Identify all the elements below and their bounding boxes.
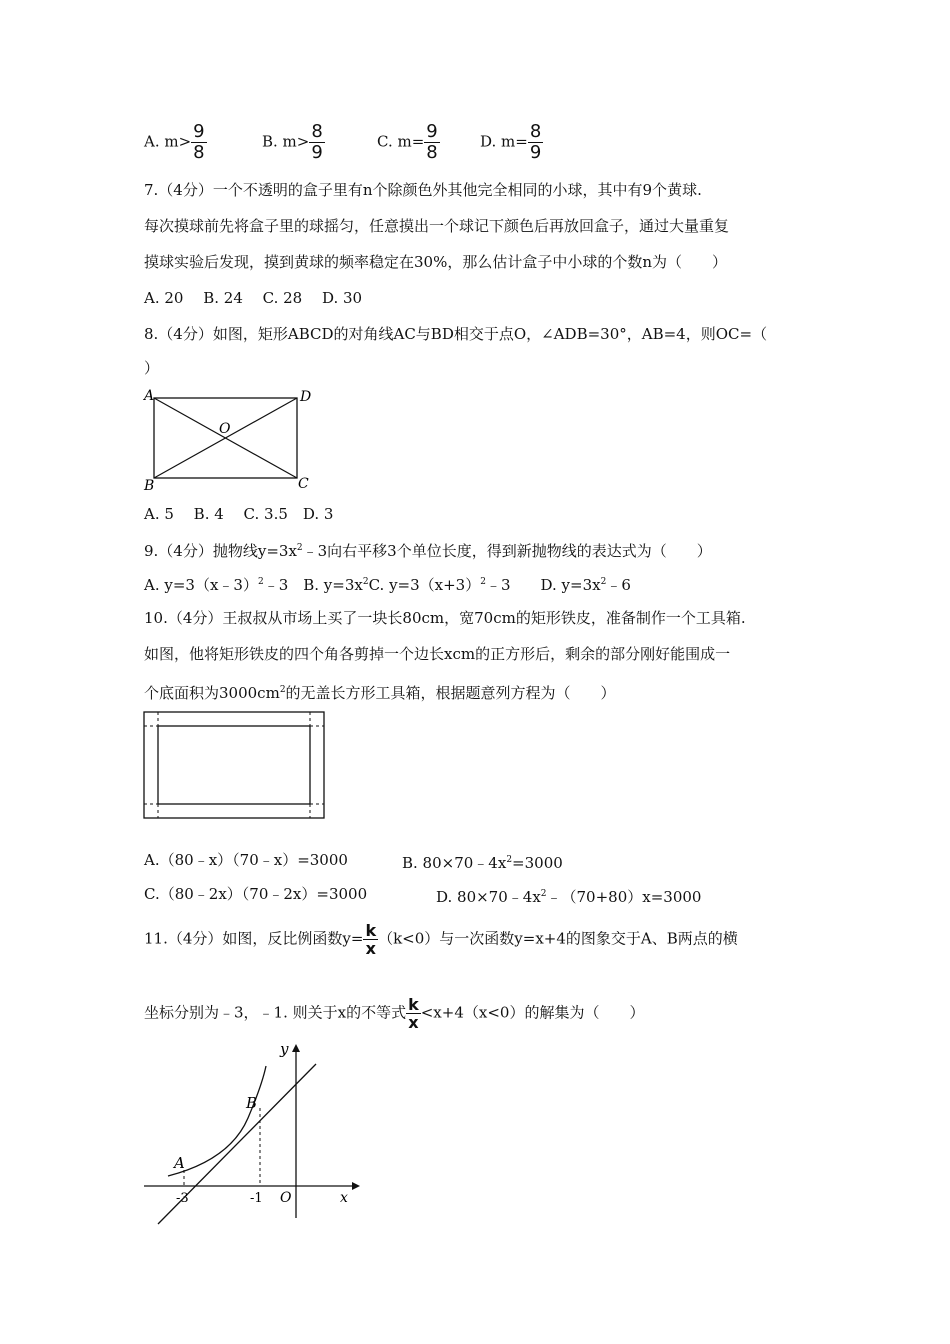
label-x: x	[340, 1190, 348, 1206]
fraction: $\frac{8}{9}$	[529, 121, 542, 163]
tick-label-neg3: -3	[176, 1191, 189, 1206]
outer-sheet	[144, 712, 324, 818]
fraction: $\frac{9}{8}$	[193, 121, 205, 163]
sheet-diagram	[142, 710, 326, 820]
q8-options: A. 5 B. 4 C. 3.5 D. 3	[144, 505, 334, 523]
q7-line-2: 每次摸球前先将盒子里的球摇匀，任意摸出一个球记下颜色后再放回盒子，通过大量重复	[144, 217, 730, 235]
fraction: $\frac{9}{8}$	[426, 121, 438, 163]
q7-line-1: 7.（4分）一个不透明的盒子里有n个除颜色外其他完全相同的小球，其中有9个黄球.	[144, 181, 702, 199]
rectangle-diagram	[140, 384, 320, 494]
q11-line-1: 11.（4分）如图，反比例函数y= $\frac{k}{x}$ （k<0）与一次函数y=x+4的图象交于A、B两点的横	[144, 921, 738, 958]
q8-line-1: 8.（4分）如图，矩形ABCD的对角线AC与BD相交于点O，∠ADB=30°，AB=4，则OC=（	[144, 325, 768, 343]
label-point-b: B	[246, 1094, 258, 1112]
label-o: O	[219, 421, 231, 437]
fraction: $\frac{8}{9}$	[311, 121, 323, 163]
fraction-k-over-x: $\frac{k}{x}$	[408, 995, 419, 1032]
inner-base	[158, 726, 310, 804]
q6-option-a: A. m> $\frac{9}{8}$	[144, 121, 205, 163]
function-graph	[140, 1040, 365, 1225]
label-y: y	[280, 1040, 289, 1058]
q10-option-c: C.（80﹣2x）（70﹣2x）=3000	[144, 885, 368, 903]
fraction-k-over-x: $\frac{k}{x}$	[365, 921, 377, 958]
label-c: C	[298, 476, 309, 492]
cut-lines	[144, 712, 324, 818]
x-axis-arrow	[352, 1182, 360, 1190]
q6-option-b: B. m> $\frac{8}{9}$	[262, 121, 323, 163]
q7-line-3: 摸球实验后发现，摸到黄球的频率稳定在30%，那么估计盒子中小球的个数n为（ ）	[144, 253, 728, 271]
y-axis-arrow	[292, 1044, 300, 1052]
label-b: B	[144, 478, 155, 494]
tick-label-neg1: -1	[250, 1191, 263, 1206]
label-origin: O	[280, 1190, 292, 1206]
q9-options: A. y=3（x﹣3）$^2$﹣3 B. $y=3x^2C$. $y=3(x+3)^2﹣3$ D. $y=3x^2﹣6$	[144, 576, 631, 594]
q6-option-d: D. m= $\frac{8}{9}$	[480, 121, 542, 163]
label-d: D	[300, 389, 312, 405]
q10-line-1: 10.（4分）王叔叔从市场上买了一块长80cm，宽70cm的矩形铁皮，准备制作一个工具箱.	[144, 609, 746, 627]
q6-option-c: C. m= $\frac{9}{8}$	[377, 121, 438, 163]
q10-line-3: 个底面积为$3000cm^2$的无盖长方形工具箱，根据题意列方程为（ ）	[144, 684, 616, 702]
q7-options: A. 20 B. 24 C. 28 D. 30	[144, 289, 363, 307]
label-a: A	[144, 388, 155, 404]
q11-line-2: 坐标分别为﹣3，﹣1. 则关于x的不等式 $\frac{k}{x}$ <x+4（x<0）的解集为（ ）	[144, 995, 645, 1032]
q8-line-2: ）	[144, 359, 160, 377]
q9-stem: 9.（4分）抛物线$y=3x^2﹣3$向右平移3个单位长度，得到新抛物线的表达式为（ ）	[144, 542, 712, 560]
label-point-a: A	[174, 1154, 185, 1172]
q10-option-b: B. $80\times 70﹣4x^2=3000$	[402, 854, 563, 872]
q10-option-d: D. $80\times 70﹣4x^2﹣(70+80)x=3000$	[436, 888, 702, 906]
q10-option-a: A.（80﹣x）（70﹣x）=3000	[144, 851, 348, 869]
q10-line-2: 如图，他将矩形铁皮的四个角各剪掉一个边长xcm的正方形后，剩余的部分刚好能围成一	[144, 645, 731, 663]
